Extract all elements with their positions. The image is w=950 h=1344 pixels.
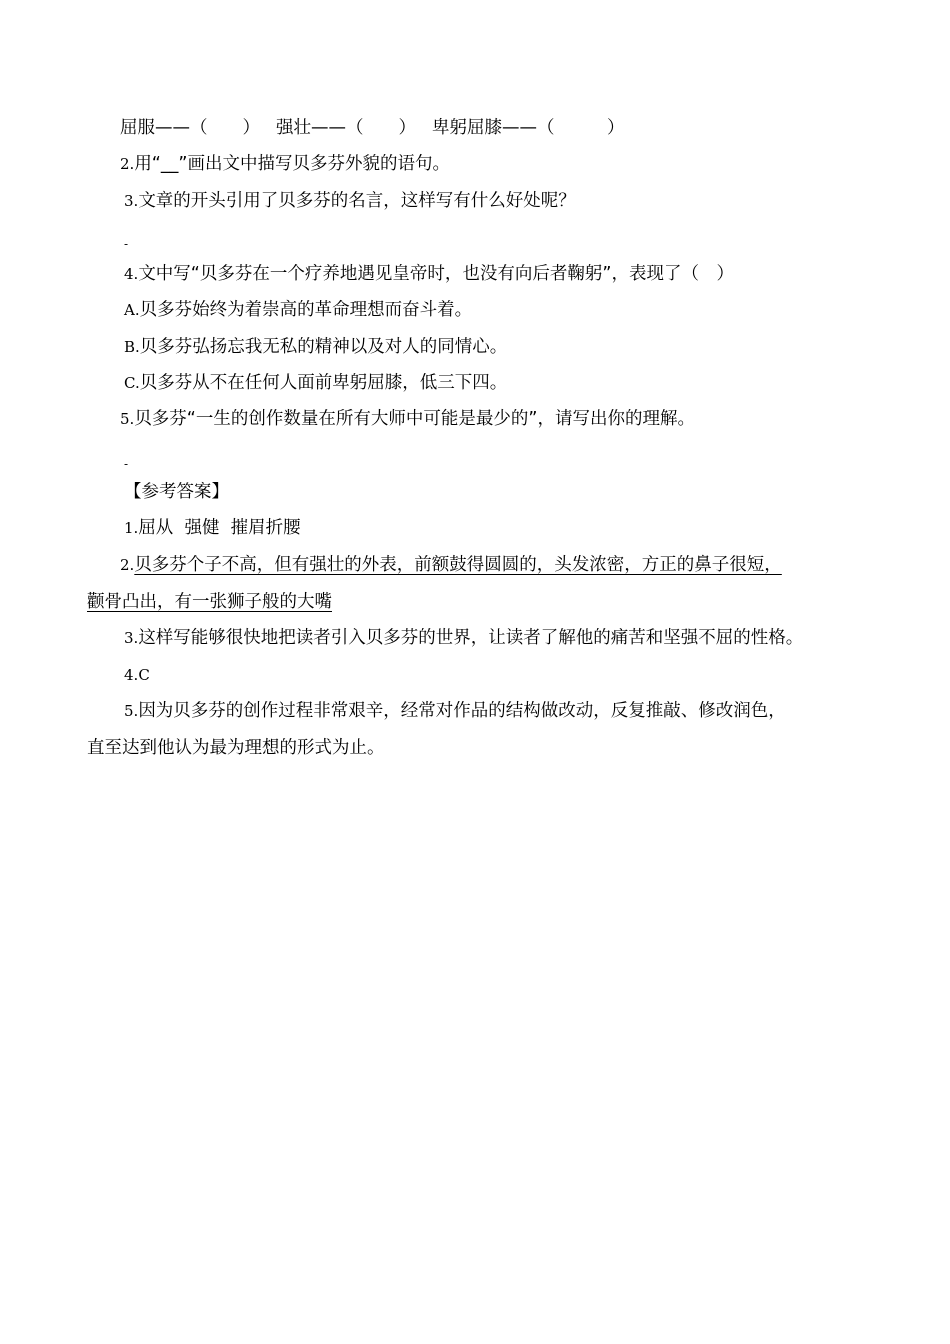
answer-3 — [124, 626, 803, 650]
answers-heading: 【参考答案】 — [124, 482, 229, 502]
question-number: 2. — [120, 155, 135, 173]
q1-vocab-line — [120, 116, 625, 140]
answer-line-mark: - — [124, 457, 129, 471]
answer-number: 1. — [124, 519, 139, 537]
q1-word-3: 卑躬屈膝—— — [432, 118, 537, 138]
question-text: 文中写“贝多芬在一个疗养地遇见皇帝时，也没有向后者鞠躬”，表现了（ ） — [138, 264, 734, 284]
answer-text: 直至达到他认为最为理想的形式为止。 — [87, 738, 385, 758]
answer-number: 3. — [124, 629, 139, 647]
question-number: 3. — [124, 192, 139, 210]
question-text: 用“ — [134, 154, 161, 174]
option-label: A. — [124, 301, 140, 319]
question-5 — [120, 407, 695, 431]
q1-blank-1: （ ） — [190, 118, 260, 138]
answer-number: 4. — [124, 666, 139, 684]
q1-blank-2: （ ） — [346, 118, 416, 138]
option-label: B. — [124, 338, 140, 356]
question-number: 4. — [124, 265, 139, 283]
option-text: 贝多芬始终为着崇高的革命理想而奋斗着。 — [139, 300, 473, 320]
option-a — [124, 298, 472, 322]
answer-2-continued — [87, 590, 332, 614]
question-text: ”画出文中描写贝多芬外貌的语句。 — [178, 154, 450, 174]
q1-blank-3: （ ） — [537, 118, 625, 138]
option-c — [124, 371, 507, 395]
answer-number: 2. — [120, 556, 135, 574]
answer-text: 贝多芬个子不高，但有强壮的外表，前额鼓得圆圆的，头发浓密，方正的鼻子很短， — [134, 555, 782, 575]
option-text: 贝多芬弘扬忘我无私的精神以及对人的同情心。 — [139, 337, 508, 357]
option-b — [124, 335, 507, 359]
question-2 — [120, 152, 450, 176]
answer-text: C — [138, 666, 150, 684]
answer-1 — [124, 516, 301, 540]
question-text: 文章的开头引用了贝多芬的名言，这样写有什么好处呢？ — [138, 191, 576, 211]
question-number: 5. — [120, 410, 135, 428]
answer-5-continued — [87, 736, 385, 760]
answer-line-mark: - — [124, 237, 129, 251]
answer-text: 因为贝多芬的创作过程非常艰辛，经常对作品的结构做改动，反复推敲、修改润色， — [138, 701, 786, 721]
answer-text: 颧骨凸出，有一张狮子般的大嘴 — [87, 592, 332, 612]
question-text: 贝多芬“一生的创作数量在所有大师中可能是最少的”，请写出你的理解。 — [134, 409, 695, 429]
question-3 — [124, 189, 576, 213]
answer-4 — [124, 663, 150, 687]
answer-5 — [124, 699, 786, 723]
answer-text: 屈从 强健 摧眉折腰 — [138, 518, 301, 538]
option-text: 贝多芬从不在任何人面前卑躬屈膝，低三下四。 — [139, 373, 508, 393]
answer-text: 这样写能够很快地把读者引入贝多芬的世界，让读者了解他的痛苦和坚强不屈的性格。 — [138, 628, 804, 648]
q1-word-1: 屈服—— — [120, 118, 190, 138]
answer-2 — [120, 553, 782, 577]
question-4 — [124, 262, 734, 286]
underline-mark: __ — [160, 154, 179, 174]
option-label: C. — [124, 374, 140, 392]
answer-number: 5. — [124, 702, 139, 720]
q1-word-2: 强壮—— — [276, 118, 346, 138]
